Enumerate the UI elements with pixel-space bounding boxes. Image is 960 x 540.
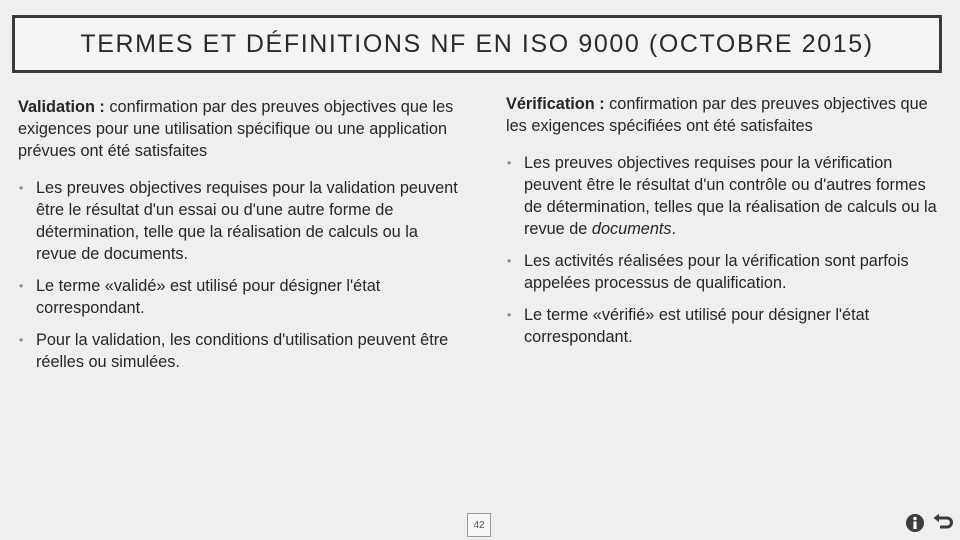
list-item: • Les preuves objectives requises pour la validation peuvent être le résultat d'un essai ou d'une autre forme de détermination, telle que la réalisation de calculs ou la revue de documents. <box>19 179 458 263</box>
verification-term: Vérification : <box>506 95 605 113</box>
list-item: • Le terme «vérifié» est utilisé pour désigner l'état correspondant. <box>507 306 870 346</box>
nav-icons <box>904 512 954 534</box>
verification-column <box>506 93 946 358</box>
verification-definition-text: confirmation par des preuves objectives que les exigences spécifiées ont été satisfaites <box>506 95 928 135</box>
verification-bullets <box>506 152 946 348</box>
list-item: • Pour la validation, les conditions d'utilisation peuvent être réelles ou simulées. <box>19 331 449 371</box>
validation-definition <box>18 96 458 162</box>
list-item: • Le terme «validé» est utilisé pour désigner l'état correspondant. <box>19 277 381 317</box>
list-item: • Les activités réalisées pour la vérification sont parfois appelées processus de qualification. <box>507 252 909 292</box>
list-item: • Les preuves objectives requises pour la vérification peuvent être le résultat d'un contrôle ou d'autres formes de détermination, telles que la réalisation de calculs ou la revue de documents. <box>507 154 937 238</box>
info-icon[interactable] <box>904 512 926 534</box>
slide-title: TERMES ET DÉFINITIONS NF EN ISO 9000 (OCTOBRE 2015) <box>80 29 874 58</box>
validation-term: Validation : <box>18 98 105 116</box>
validation-column <box>18 96 458 383</box>
validation-bullets <box>18 177 458 373</box>
verification-definition <box>506 93 946 137</box>
validation-definition-text: confirmation par des preuves objectives que les exigences pour une utilisation spécifique ou une application prévues ont été satisfaites <box>18 98 454 160</box>
page-number: 42 <box>467 513 491 537</box>
return-icon[interactable] <box>932 512 954 534</box>
title-box <box>12 15 942 73</box>
